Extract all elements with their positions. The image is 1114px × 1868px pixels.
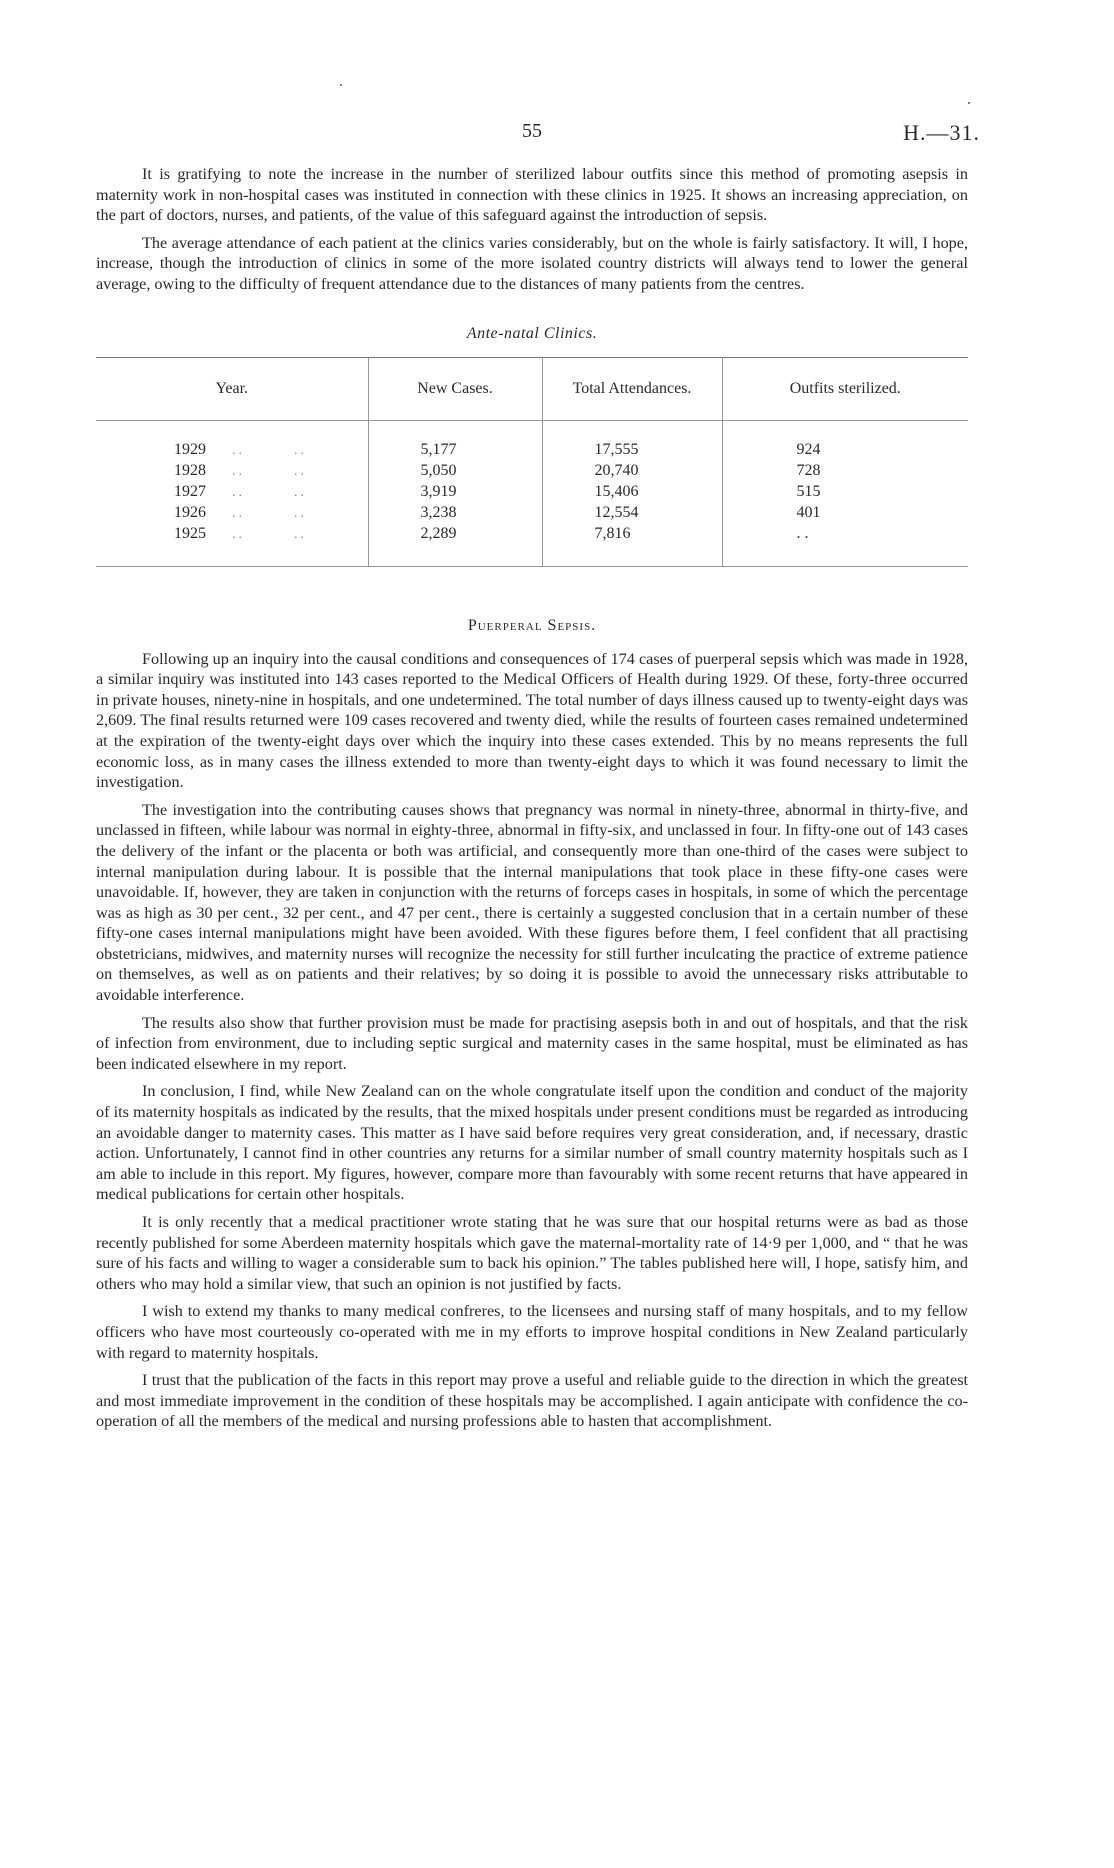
new-cases-cell: 3,238 [368, 502, 542, 523]
outfits-cell: 515 [722, 481, 968, 502]
dot-leader: . . [294, 483, 304, 499]
attendances-cell: 12,554 [542, 502, 722, 523]
dot-leader: . . [232, 504, 242, 520]
attendances-cell: 7,816 [542, 523, 722, 567]
dot-leader: . . [232, 441, 242, 457]
paragraph: It is only recently that a medical practitioner wrote stating that he was sure that our hospital returns were as bad as those recently published for some Aberdeen maternity hospitals which gave the maternal-mortality rate of 14·9 per 1,000, and “ that he was sure of his facts and willing to wager a considerable sum to back his opinion.” The tables published here will, I hope, satisfy him, and others who may hold a similar view, that such an opinion is not justified by facts. [96, 1213, 968, 1293]
dot-leader: . . [294, 462, 304, 478]
year-cell [96, 523, 368, 567]
header-new-cases: New Cases. [368, 357, 542, 420]
year-value: 1929 [174, 440, 206, 458]
paragraph: In conclusion, I find, while New Zealand can on the whole congratulate itself upon the condition and conduct of the majority of its maternity hospitals as indicated by the results, that the mixed hospitals under present conditions must be regarded as introducing an avoidable danger to maternity cases. This matter as I have said before requires very great consideration, and, if necessary, drastic action. Unfortunately, I cannot find in other countries any returns for a similar number of small country maternity hospitals such as I am able to include in this report. My figures, however, compare more than favourably with some recent returns that have appeared in medical publications for certain other hospitals. [96, 1082, 968, 1204]
new-cases-cell: 5,177 [368, 420, 542, 460]
print-speck [968, 102, 970, 104]
year-value: 1925 [174, 524, 206, 542]
dot-leader: . . [294, 525, 304, 541]
year-cell [96, 460, 368, 481]
year-cell [96, 502, 368, 523]
attendances-cell: 15,406 [542, 481, 722, 502]
page-header [0, 120, 1114, 150]
header-year: Year. [96, 357, 368, 420]
table-caption: Ante-natal Clinics. [466, 324, 598, 342]
dot-leader: . . [294, 504, 304, 520]
outfits-cell: 924 [722, 420, 968, 460]
table-row [96, 420, 968, 460]
year-cell [96, 481, 368, 502]
attendances-cell: 20,740 [542, 460, 722, 481]
new-cases-cell: 2,289 [368, 523, 542, 567]
attendances-cell: 17,555 [542, 420, 722, 460]
paragraph: It is gratifying to note the increase in the number of sterilized labour outfits since this method of promoting asepsis in maternity work in non-hospital cases was instituted in connection with these clinics in 1925. It shows an increasing appreciation, on the part of doctors, nurses, and patients, of the value of this safeguard against the introduction of sepsis. [96, 165, 968, 225]
paragraph: I trust that the publication of the facts in this report may prove a useful and reliable guide to the direction in which the greatest and most immediate improvement in the condition of these hospitals may be accomplished. I again anticipate with confidence the co-operation of all the members of the medical and nursing professions able to hasten that accomplishment. [96, 1371, 968, 1431]
year-value: 1926 [174, 503, 206, 521]
dot-leader: . . [232, 525, 242, 541]
outfits-cell: 728 [722, 460, 968, 481]
new-cases-cell: 3,919 [368, 481, 542, 502]
outfits-cell: 401 [722, 502, 968, 523]
body-text [96, 164, 968, 1439]
new-cases-cell: 5,050 [368, 460, 542, 481]
dot-leader: . . [232, 462, 242, 478]
print-speck [340, 84, 342, 86]
year-value: 1927 [174, 482, 206, 500]
page-number: 55 [522, 120, 542, 142]
table-row [96, 523, 968, 567]
paragraph: The results also show that further provision must be made for practising asepsis both in and out of hospitals, and that the risk of infection from environment, due to including septic surgical and maternity cases in the same hospital, must be eliminated as has been indicated elsewhere in my report. [96, 1013, 968, 1073]
table-row [96, 502, 968, 523]
paragraph: Following up an inquiry into the causal conditions and consequences of 174 cases of puerperal sepsis which was made in 1928, a similar inquiry was instituted into 143 cases reported to the Medical Officers of Health during 1929. Of these, forty-three occurred in private houses, ninety-nine in hospitals, and one undetermined. The total number of days illness caused up to twenty-eight days was 2,609. The final results returned were 109 cases recovered and twenty died, while the results of fourteen cases remained undetermined at the expiration of the twenty-eight days over which the inquiry into these cases extended. This by no means represents the full economic loss, as in many cases the illness extended to more than twenty-eight days to which it was found necessary to limit the investigation. [96, 649, 968, 792]
paragraph: The investigation into the contributing causes shows that pregnancy was normal in ninety-three, abnormal in thirty-five, and unclassed in fifteen, while labour was normal in eighty-three, abnormal in fifty-six, and unclassed in four. In fifty-one out of 143 cases the delivery of the infant or the placenta or both was artificial, and consequently more than one-third of the cases were subject to internal manipulation during labour. It is possible that the internal manipulations that took place in these fifty-one cases were unavoidable. If, however, they are taken in conjunction with the returns of forceps cases in hospitals, in some of which the percentage was as high as 30 per cent., 32 per cent., and 47 per cent., there is certainly a suggested conclusion that in a certain number of these fifty-one cases internal manipulations might have been avoided. With these figures before them, I feel confident that all practising obstetricians, midwives, and maternity nurses will recognize the necessity for still further inculcating the practice of extreme patience on themselves, as well as on patients and their relatives; by so doing it is possible to avoid the unnecessary risks attributable to avoidable interference. [96, 800, 968, 1005]
table-row [96, 481, 968, 502]
year-cell [96, 420, 368, 460]
paragraph: I wish to extend my thanks to many medical confreres, to the licensees and nursing staff of many hospitals, and to my fellow officers who have most courteously co-operated with me in my efforts to improve hospital conditions in New Zealand particularly with regard to maternity hospitals. [96, 1302, 968, 1362]
year-value: 1928 [174, 461, 206, 479]
dot-leader: . . [294, 441, 304, 457]
outfits-cell: . . [722, 523, 968, 567]
table-header-row [96, 357, 968, 420]
header-outfits-sterilized: Outfits sterilized. [722, 357, 968, 420]
dot-leader: . . [232, 483, 242, 499]
header-total-attendances: Total Attendances. [542, 357, 722, 420]
document-reference: H.—31. [903, 120, 980, 145]
section-heading: Puerperal Sepsis. [467, 616, 597, 634]
table-row [96, 460, 968, 481]
paragraph: The average attendance of each patient at the clinics varies considerably, but on the whole is fairly satisfactory. It will, I hope, increase, though the introduction of clinics in some of the more isolated country districts will always tend to lower the general average, owing to the difficulty of frequent attendance due to the distances of many patients from the centres. [96, 233, 968, 293]
ante-natal-clinics-table [96, 357, 968, 567]
